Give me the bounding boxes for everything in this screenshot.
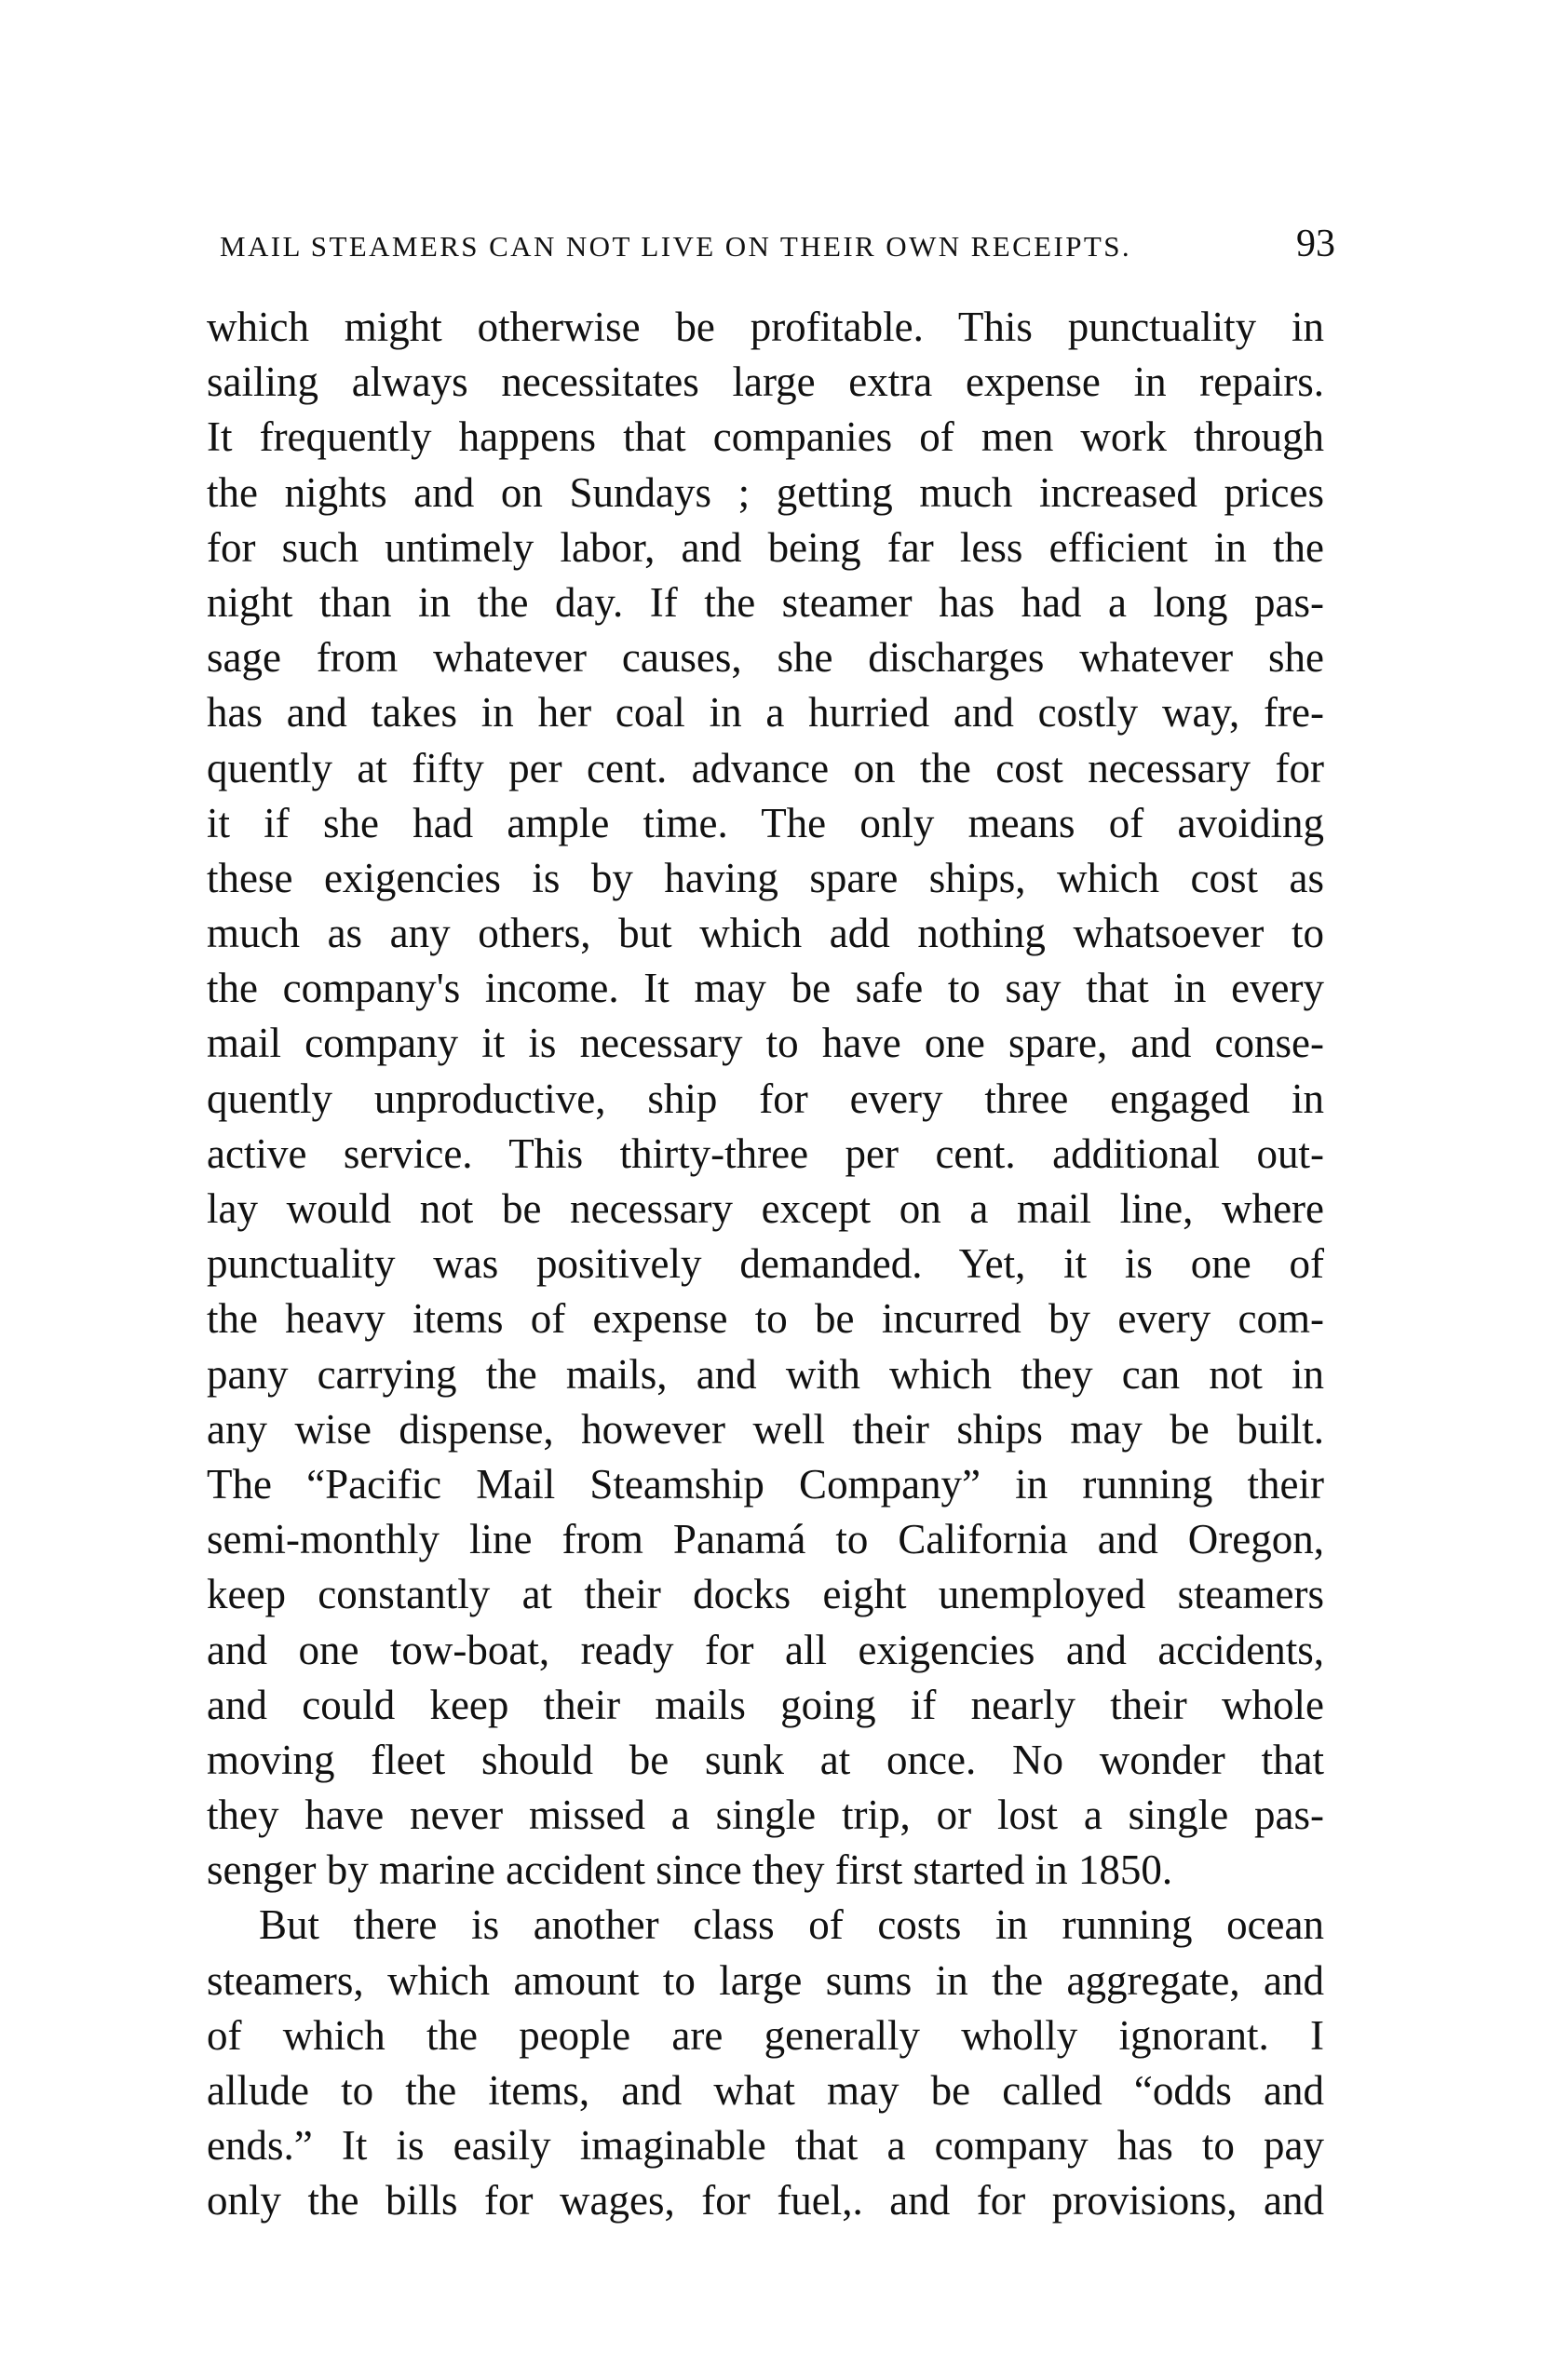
- text-line: any wise dispense, however well their ships may be built.: [207, 1405, 1324, 1453]
- text-line: which might otherwise be profitable. This punctuality in: [207, 304, 1324, 350]
- paragraph-1: [207, 300, 1324, 1898]
- text-line: pany carrying the mails, and with which they can not in: [207, 1350, 1324, 1398]
- text-line: quently at fifty per cent. advance on the cost necessary for: [207, 744, 1324, 791]
- text-line: active service. This thirty-three per cent. additional out-: [207, 1129, 1324, 1177]
- text-line: mail company it is necessary to have one spare, and conse-: [207, 1020, 1324, 1067]
- text-line: much as any others, but which add nothing whatsoever to: [207, 910, 1324, 957]
- text-line: punctuality was positively demanded. Yet, it is one of: [207, 1240, 1324, 1288]
- text-line: quently unproductive, ship for every three engaged in: [207, 1075, 1324, 1122]
- text-line: sailing always necessitates large extra expense in repairs.: [207, 358, 1324, 406]
- text-line: the heavy items of expense to be incurred by every com-: [207, 1295, 1324, 1343]
- text-line: they have never missed a single trip, or lost a single pas-: [207, 1792, 1324, 1839]
- running-head: [220, 222, 1335, 277]
- text-line: the nights and on Sundays ; getting much increased prices: [207, 468, 1324, 516]
- text-line: steamers, which amount to large sums in the aggregate, and: [207, 1956, 1324, 2004]
- text-line: sage from whatever causes, she discharges whatever she: [207, 634, 1324, 682]
- text-line: allude to the items, and what may be called “odds and: [207, 2067, 1324, 2114]
- paragraph-2: [207, 1898, 1324, 2228]
- text-line: It frequently happens that companies of men work through: [207, 413, 1324, 461]
- body-text: [207, 300, 1324, 2229]
- text-line: semi-monthly line from Panamá to California and Oregon,: [207, 1516, 1324, 1563]
- text-line: the company's income. It may be safe to say that in every: [207, 965, 1324, 1012]
- running-title: MAIL STEAMERS CAN NOT LIVE ON THEIR OWN RECEIPTS.: [220, 230, 1131, 263]
- text-line: and one tow-boat, ready for all exigencies and accidents,: [207, 1626, 1324, 1673]
- text-line: moving fleet should be sunk at once. No wonder that: [207, 1736, 1324, 1783]
- text-line: senger by marine accident since they first started in 1850.: [207, 1846, 1173, 1894]
- text-line: only the bills for wages, for fuel,. and for provisions, and: [207, 2177, 1324, 2224]
- text-line: these exigencies is by having spare ships, which cost as: [207, 854, 1324, 901]
- text-line: lay would not be necessary except on a mail line, where: [207, 1185, 1324, 1232]
- text-line: But there is another class of costs in running ocean: [259, 1901, 1324, 1949]
- text-line: and could keep their mails going if nearly their whole: [207, 1681, 1324, 1728]
- page-number: 93: [1296, 223, 1335, 265]
- text-line: it if she had ample time. The only means of avoiding: [207, 799, 1324, 846]
- text-line: keep constantly at their docks eight unemployed steamers: [207, 1571, 1324, 1618]
- text-line: The “Pacific Mail Steamship Company” in running their: [207, 1460, 1324, 1508]
- text-line: for such untimely labor, and being far less efficient in the: [207, 523, 1324, 571]
- text-line: of which the people are generally wholly ignorant. I: [207, 2011, 1324, 2059]
- text-line: ends.” It is easily imaginable that a company has to pay: [207, 2122, 1324, 2170]
- text-line: night than in the day. If the steamer has had a long pas-: [207, 578, 1324, 626]
- text-line: has and takes in her coal in a hurried and costly way, fre-: [207, 689, 1324, 737]
